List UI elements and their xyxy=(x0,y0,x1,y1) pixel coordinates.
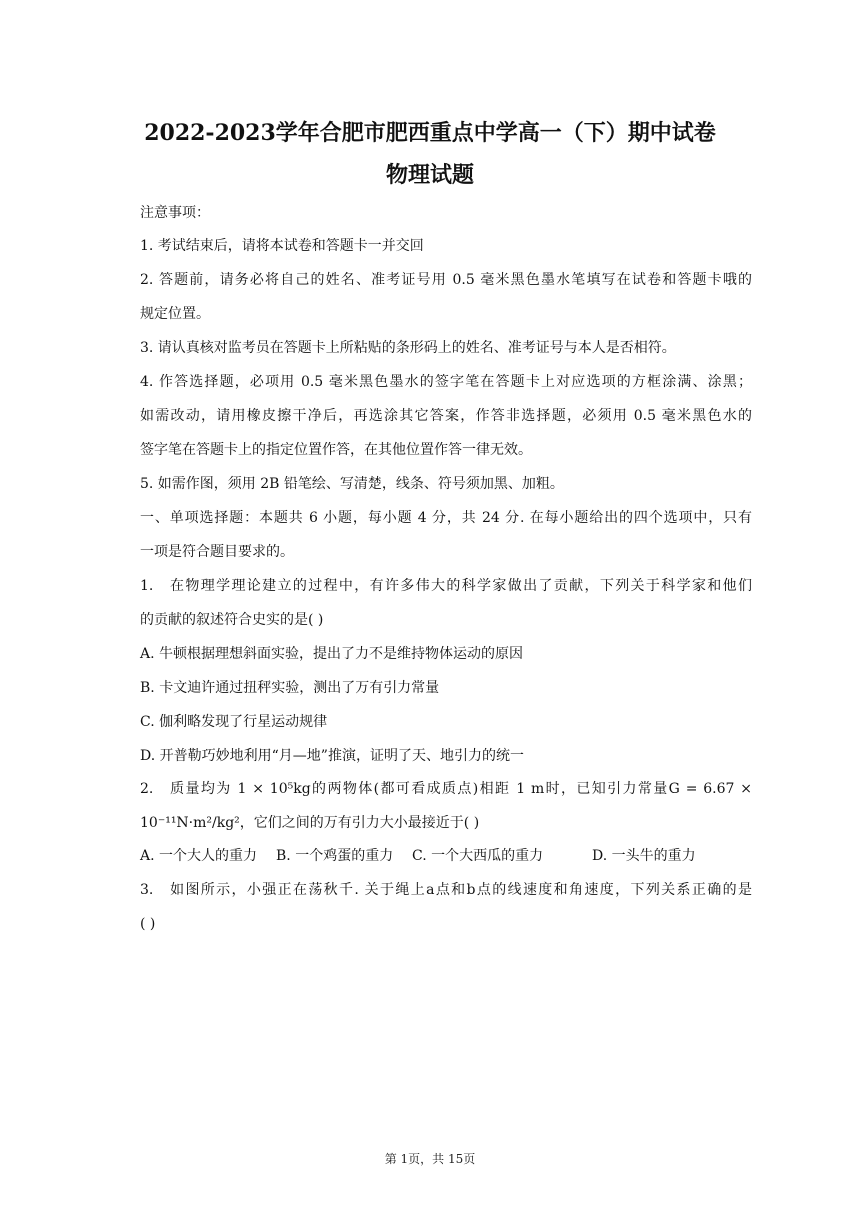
page-footer: 第 1页，共 15页 xyxy=(384,1152,476,1166)
question-1-option-a: A. 牛顿根据理想斜面实验，提出了力不是维持物体运动的原因 xyxy=(140,646,524,662)
question-2-option-d: D. 一头牛的重力 xyxy=(592,848,696,864)
question-2-stem-line-1: 2. 质量均为 1 × 10⁵kg的两物体(都可看成质点)相距 1 m时，已知引力常量G = 6.67 × xyxy=(140,781,752,797)
question-2-option-b: B. 一个鸡蛋的重力 xyxy=(276,848,394,864)
exam-subtitle: 物理试题 xyxy=(385,162,474,188)
question-2-options xyxy=(140,846,752,866)
notice-item-2-line-2: 规定位置。 xyxy=(140,306,210,322)
question-1-option-b: B. 卡文迪许通过扭秤实验，测出了万有引力常量 xyxy=(140,680,440,696)
section-1-heading-line-1: 一、单项选择题：本题共 6 小题，每小题 4 分，共 24 分. 在每小题给出的四个选项中，只有 xyxy=(140,510,752,526)
question-3-stem-line-1: 3. 如图所示，小强正在荡秋千. 关于绳上a点和b点的线速度和角速度，下列关系正确的是 xyxy=(140,882,752,898)
notice-item-4-line-1: 4. 作答选择题，必项用 0.5 毫米黑色墨水的签字笔在答题卡上对应选项的方框涂满、涂黑； xyxy=(140,374,752,390)
exam-title: 2022-2023学年合肥市肥西重点中学高一（下）期中试卷 xyxy=(144,120,716,146)
notice-item-3: 3. 请认真核对监考员在答题卡上所粘贴的条形码上的姓名、准考证号与本人是否相符。 xyxy=(140,340,676,356)
notice-item-1: 1. 考试结束后，请将本试卷和答题卡一并交回 xyxy=(140,238,424,254)
question-1-option-d: D. 开普勒巧妙地利用“月—地”推演，证明了天、地引力的统一 xyxy=(140,748,524,764)
question-1-stem-line-2: 的贡献的叙述符合史实的是( ) xyxy=(140,612,324,628)
question-2-stem-line-2: 10⁻¹¹N·m²/kg²，它们之间的万有引力大小最接近于( ) xyxy=(140,815,480,831)
question-2-option-a: A. 一个大人的重力 xyxy=(140,848,258,864)
notice-heading: 注意事项： xyxy=(140,205,210,221)
notice-item-5: 5. 如需作图，须用 2B 铅笔绘、写清楚，线条、符号须加黑、加粗。 xyxy=(140,476,564,492)
notice-item-4-line-3: 签字笔在答题卡上的指定位置作答，在其他位置作答一律无效。 xyxy=(140,442,532,458)
notice-item-2-line-1: 2. 答题前，请务必将自己的姓名、准考证号用 0.5 毫米黑色墨水笔填写在试卷和答题卡哦的 xyxy=(140,272,752,288)
question-1-option-c: C. 伽利略发现了行星运动规律 xyxy=(140,714,328,730)
question-2-option-c: C. 一个大西瓜的重力 xyxy=(412,848,544,864)
section-1-heading-line-2: 一项是符合题目要求的。 xyxy=(140,544,294,560)
notice-item-4-line-2: 如需改动，请用橡皮擦干净后，再选涂其它答案，作答非选择题，必须用 0.5 毫米黑色水的 xyxy=(140,408,752,424)
question-1-stem-line-1: 1. 在物理学理论建立的过程中，有许多伟大的科学家做出了贡献，下列关于科学家和他们 xyxy=(140,578,752,594)
question-3-stem-line-2: ( ) xyxy=(140,916,156,932)
